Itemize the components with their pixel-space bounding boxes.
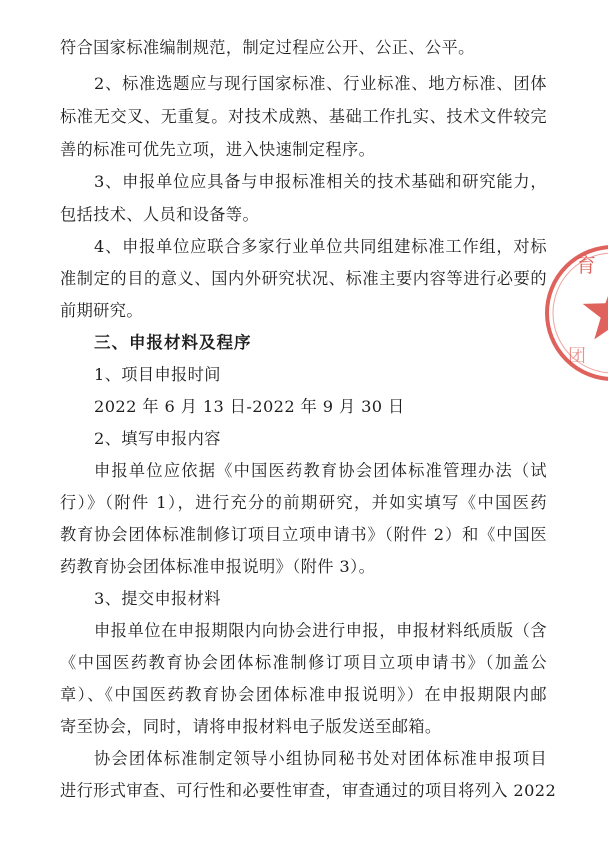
body-line: 善的标准可优先立项，进入快速制定程序。 [60,140,376,159]
seal-text-bottom: 团 [568,346,586,367]
body-line: 前期研究。 [60,301,143,320]
body-line: 3、申报单位应具备与申报标准相关的技术基础和研究能力， [94,172,547,191]
body-line: 进行形式审查、可行性和必要性审查，审查通过的项目将列入 2022 [60,781,557,800]
subsection-title: 1、项目申报时间 [94,365,221,384]
section-heading: 三、申报材料及程序 [94,333,252,352]
body-line: 申报单位应依据《中国医药教育协会团体标准管理办法（试 [94,461,547,480]
official-seal [538,238,608,388]
body-line: 章）、《中国医药教育协会团体标准申报说明》）在申报期限内邮 [60,685,547,704]
body-line: 协会团体标准制定领导小组协同秘书处对团体标准申报项目 [94,749,547,768]
body-line: 教育协会团体标准制修订项目立项申请书》（附件 2）和《中国医 [60,525,547,544]
subsection-title: 3、提交申报材料 [94,589,221,608]
body-line: 准制定的目的意义、国内外研究状况、标准主要内容等进行必要的 [60,269,547,288]
body-line: 申报单位在申报期限内向协会进行申报，申报材料纸质版（含 [94,621,547,640]
body-line: 标准无交叉、无重复。对技术成熟、基础工作扎实、技术文件较完 [60,107,547,126]
body-line: 药教育协会团体标准申报说明》（附件 3）。 [60,557,376,576]
body-line: 《中国医药教育协会团体标准制修订项目立项申请书》（加盖公 [60,653,547,672]
body-line: 包括技术、人员和设备等。 [60,205,260,224]
body-line: 4、申报单位应联合多家行业单位共同组建标准工作组，对标 [94,237,547,256]
body-line: 行）》（附件 1），进行充分的前期研究，并如实填写《中国医药 [60,493,547,512]
body-line: 符合国家标准编制规范，制定过程应公开、公正、公平。 [60,38,475,57]
body-line: 2、标准选题应与现行国家标准、行业标准、地方标准、团体 [94,74,547,93]
date-range: 2022 年 6 月 13 日-2022 年 9 月 30 日 [94,397,405,416]
star-icon [583,282,608,339]
body-line: 寄至协会，同时，请将申报材料电子版发送至邮箱。 [60,717,442,736]
subsection-title: 2、填写申报内容 [94,429,221,448]
seal-text-top: 育 [576,253,596,277]
